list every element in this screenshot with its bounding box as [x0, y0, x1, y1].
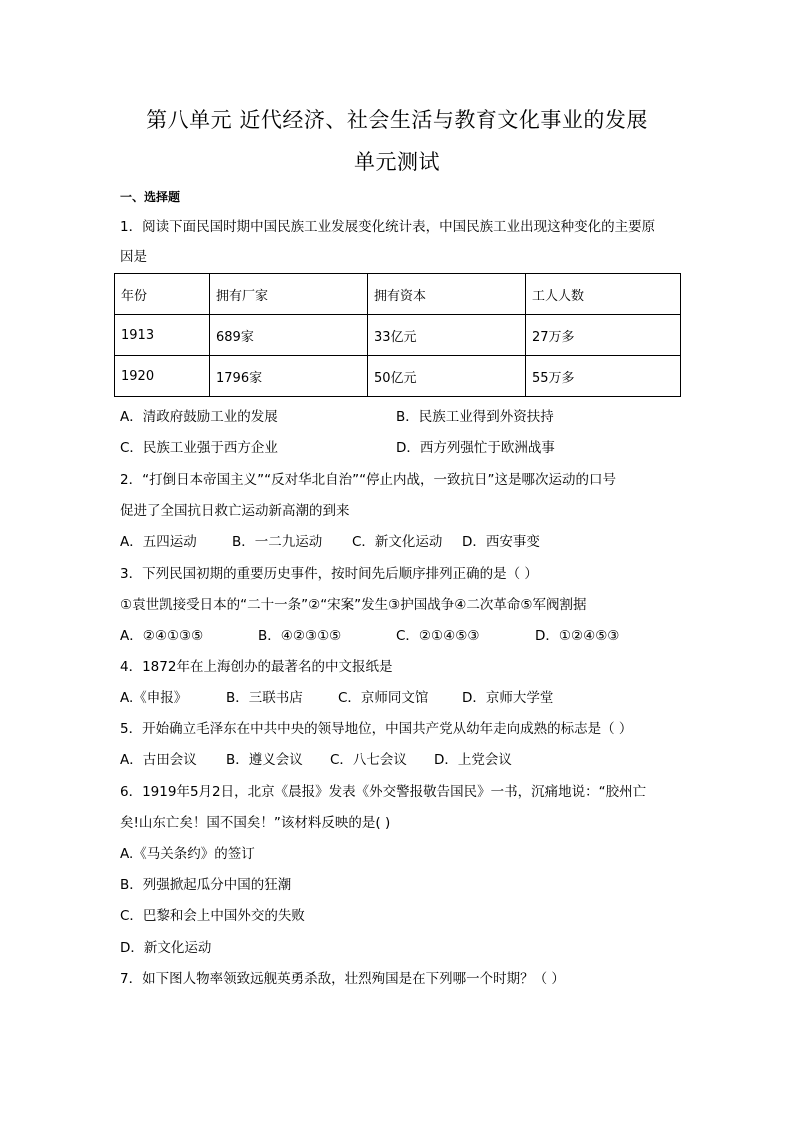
q2-text-line2: 促进了全国抗日救亡运动新高潮的到来	[120, 503, 350, 519]
q3-option-b: B．④②③①⑤	[258, 628, 342, 644]
q1-option-c: C．民族工业强于西方企业	[120, 440, 278, 456]
q7-text-line1: 7．如下图人物率领致远舰英勇杀敌，壮烈殉国是在下列哪一个时期？（ ）	[120, 971, 565, 987]
q1-option-a: A．清政府鼓励工业的发展	[120, 409, 278, 425]
q3-option-c: C．②①④⑤③	[396, 628, 480, 644]
q6-option-b: B．列强掀起瓜分中国的狂潮	[120, 877, 292, 893]
table-cell: 33亿元	[368, 315, 526, 356]
table-cell: 1920	[115, 356, 210, 397]
q2-option-a: A．五四运动	[120, 534, 197, 550]
table-cell: 55万多	[526, 356, 681, 397]
q1-option-b: B．民族工业得到外资扶持	[396, 409, 554, 425]
q3-text-line2: ①袁世凯接受日本的“二十一条”②“宋案”发生③护国战争④二次革命⑤军阀割据	[120, 597, 587, 613]
q3-text-line1: 3．下列民国初期的重要历史事件，按时间先后顺序排列正确的是（ ）	[120, 566, 538, 582]
q4-option-b: B．三联书店	[226, 690, 303, 706]
table-header-cell: 年份	[115, 274, 210, 315]
q5-option-b: B．遵义会议	[226, 752, 303, 768]
table-cell: 50亿元	[368, 356, 526, 397]
q5-option-c: C．八七会议	[330, 752, 407, 768]
table-row	[115, 315, 681, 356]
q6-option-d: D．新文化运动	[120, 940, 212, 956]
page-title: 第八单元 近代经济、社会生活与教育文化事业的发展	[146, 108, 648, 132]
page-subtitle: 单元测试	[354, 150, 440, 174]
q2-option-c: C．新文化运动	[352, 534, 443, 550]
q5-option-d: D．上党会议	[434, 752, 512, 768]
q1-data-table	[114, 273, 681, 397]
q2-option-d: D．西安事变	[462, 534, 540, 550]
table-row	[115, 356, 681, 397]
q3-option-a: A．②④①③⑤	[120, 628, 204, 644]
q4-text-line1: 4．1872年在上海创办的最著名的中文报纸是	[120, 659, 393, 675]
q5-option-a: A．古田会议	[120, 752, 197, 768]
q1-text-line2: 因是	[120, 249, 147, 265]
q4-option-c: C．京师同文馆	[338, 690, 429, 706]
q6-option-a: A.《马关条约》的签订	[120, 846, 255, 862]
q6-option-c: C．巴黎和会上中国外交的失败	[120, 908, 305, 924]
q1-option-d: D．西方列强忙于欧洲战事	[396, 440, 555, 456]
section-label: 一、选择题	[120, 190, 181, 204]
table-cell: 1913	[115, 315, 210, 356]
table-cell: 689家	[210, 315, 368, 356]
q3-option-d: D．①②④⑤③	[535, 628, 620, 644]
q4-option-d: D．京师大学堂	[462, 690, 554, 706]
table-header-cell: 拥有厂家	[210, 274, 368, 315]
q6-text-line1: 6．1919年5月2日，北京《晨报》发表《外交警报敬告国民》一书，沉痛地说：“胶州亡	[120, 784, 647, 800]
q1-text-line1: 1．阅读下面民国时期中国民族工业发展变化统计表，中国民族工业出现这种变化的主要原	[120, 219, 656, 235]
table-header-cell: 拥有资本	[368, 274, 526, 315]
q5-text-line1: 5．开始确立毛泽东在中共中央的领导地位，中国共产党从幼年走向成熟的标志是（ ）	[120, 721, 633, 737]
q2-text-line1: 2．“打倒日本帝国主义”“反对华北自治”“停止内战，一致抗日”这是哪次运动的口号	[120, 472, 617, 488]
q4-option-a: A.《申报》	[120, 690, 188, 706]
q2-option-b: B．一二九运动	[232, 534, 323, 550]
table-cell: 1796家	[210, 356, 368, 397]
table-header-cell: 工人人数	[526, 274, 681, 315]
table-cell: 27万多	[526, 315, 681, 356]
q6-text-line2: 矣!山东亡矣！国不国矣！”该材料反映的是( )	[120, 815, 391, 831]
table-header-row	[115, 274, 681, 315]
